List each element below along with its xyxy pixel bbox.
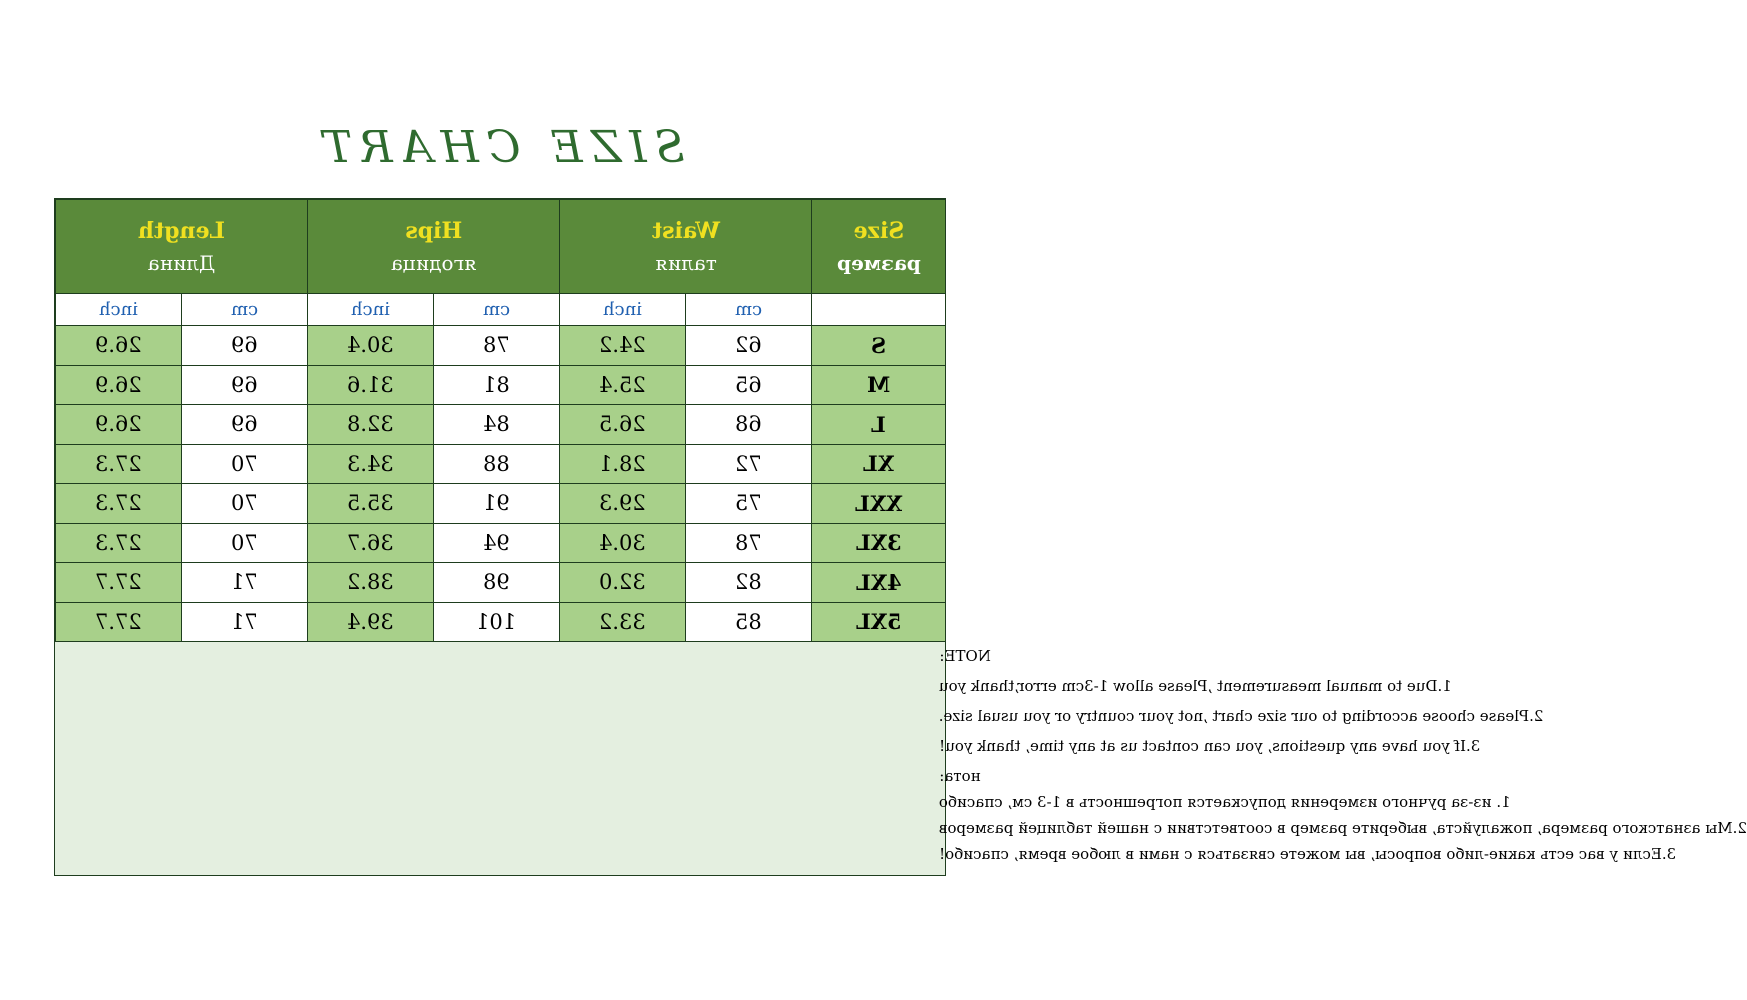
cell-length-cm: 69 <box>182 405 308 445</box>
unit-hips-inch: inch <box>308 294 434 326</box>
cell-hips-in: 30.4 <box>308 326 434 366</box>
cell-hips-in: 34.3 <box>308 444 434 484</box>
table-row <box>56 444 946 484</box>
note-line: 1.Due to manual measurement ,Please allow 1-3cm error,thank you <box>939 677 1452 695</box>
cell-hips-in: 39.4 <box>308 602 434 642</box>
table-row <box>56 523 946 563</box>
note-line: 1. из-за ручного измерения допускается погрешность в 1-3 см, спасибо <box>939 793 1511 811</box>
cell-length-cm: 69 <box>182 326 308 366</box>
cell-waist-in: 29.3 <box>560 484 686 524</box>
cell-length-in: 27.3 <box>56 444 182 484</box>
cell-hips-in: 36.7 <box>308 523 434 563</box>
cell-length-in: 27.3 <box>56 523 182 563</box>
cell-size: XL <box>812 444 946 484</box>
cell-length-in: 26.9 <box>56 365 182 405</box>
cell-length-cm: 71 <box>182 563 308 603</box>
cell-waist-in: 30.4 <box>560 523 686 563</box>
header-row <box>56 200 946 294</box>
cell-hips-in: 31.6 <box>308 365 434 405</box>
header-waist-en: Waist <box>651 217 720 244</box>
note-line: NOTE: <box>939 647 991 665</box>
cell-waist-cm: 68 <box>686 405 812 445</box>
cell-waist-in: 33.2 <box>560 602 686 642</box>
unit-row <box>56 294 946 326</box>
cell-length-in: 27.7 <box>56 563 182 603</box>
header-waist <box>560 200 812 294</box>
note-line: 2.Мы азнатского размера, пожалуйста, выберите размер в соответствии с нашей таблицей размеров <box>939 819 1747 837</box>
cell-waist-cm: 72 <box>686 444 812 484</box>
cell-waist-in: 26.5 <box>560 405 686 445</box>
unit-length-inch: inch <box>56 294 182 326</box>
cell-hips-in: 35.5 <box>308 484 434 524</box>
header-hips <box>308 200 560 294</box>
chart-title: SIZE CHART <box>315 122 685 173</box>
table-row <box>56 365 946 405</box>
size-table <box>55 199 946 642</box>
table-row <box>56 563 946 603</box>
note-line: 3.Если у вас есть какие-либо вопросы, вы можете связаться с нами в любое время, спасибо! <box>939 845 1677 863</box>
cell-hips-cm: 98 <box>434 563 560 603</box>
cell-length-cm: 70 <box>182 484 308 524</box>
header-size-ru: размер <box>836 250 921 275</box>
cell-length-cm: 69 <box>182 365 308 405</box>
cell-hips-cm: 101 <box>434 602 560 642</box>
cell-waist-in: 28.1 <box>560 444 686 484</box>
note-line: 2.Please choose according to our size chart ,not your country or you usual size. <box>939 707 1544 725</box>
cell-length-in: 26.9 <box>56 405 182 445</box>
cell-size: S <box>812 326 946 366</box>
table-row <box>56 602 946 642</box>
cell-hips-cm: 81 <box>434 365 560 405</box>
cell-size: 4XL <box>812 563 946 603</box>
cell-hips-cm: 91 <box>434 484 560 524</box>
cell-waist-in: 25.4 <box>560 365 686 405</box>
note-line: нота: <box>939 767 981 785</box>
cell-waist-in: 32.0 <box>560 563 686 603</box>
cell-length-cm: 71 <box>182 602 308 642</box>
cell-waist-cm: 78 <box>686 523 812 563</box>
header-length <box>56 200 308 294</box>
cell-waist-cm: 85 <box>686 602 812 642</box>
cell-length-in: 27.3 <box>56 484 182 524</box>
notes-panel <box>55 641 1747 875</box>
cell-hips-cm: 78 <box>434 326 560 366</box>
note-line: 3.If you have any questions, you can contact us at any time, thank you! <box>939 737 1481 755</box>
cell-length-in: 26.9 <box>56 326 182 366</box>
cell-length-in: 27.7 <box>56 602 182 642</box>
header-size <box>812 200 946 294</box>
table-row <box>56 405 946 445</box>
cell-waist-cm: 65 <box>686 365 812 405</box>
cell-hips-in: 38.2 <box>308 563 434 603</box>
header-size-en: Size <box>853 217 904 244</box>
unit-hips-cm: cm <box>434 294 560 326</box>
cell-size: 3XL <box>812 523 946 563</box>
cell-waist-cm: 75 <box>686 484 812 524</box>
cell-length-cm: 70 <box>182 523 308 563</box>
cell-size: L <box>812 405 946 445</box>
cell-hips-cm: 84 <box>434 405 560 445</box>
unit-waist-inch: inch <box>560 294 686 326</box>
size-chart <box>54 198 1747 876</box>
header-length-en: Length <box>138 217 226 244</box>
cell-waist-cm: 82 <box>686 563 812 603</box>
cell-hips-in: 32.8 <box>308 405 434 445</box>
cell-length-cm: 70 <box>182 444 308 484</box>
cell-hips-cm: 88 <box>434 444 560 484</box>
header-hips-ru: ягодица <box>390 250 477 275</box>
header-waist-ru: талия <box>654 250 717 275</box>
unit-waist-cm: cm <box>686 294 812 326</box>
cell-size: 5XL <box>812 602 946 642</box>
size-rows <box>56 326 946 642</box>
cell-hips-cm: 94 <box>434 523 560 563</box>
table-row <box>56 484 946 524</box>
table-row <box>56 326 946 366</box>
cell-waist-cm: 62 <box>686 326 812 366</box>
cell-size: M <box>812 365 946 405</box>
cell-waist-in: 24.2 <box>560 326 686 366</box>
cell-size: XXL <box>812 484 946 524</box>
unit-size-blank <box>812 294 946 326</box>
header-length-ru: Длина <box>147 250 216 275</box>
unit-length-cm: cm <box>182 294 308 326</box>
header-hips-en: Hips <box>405 217 462 244</box>
